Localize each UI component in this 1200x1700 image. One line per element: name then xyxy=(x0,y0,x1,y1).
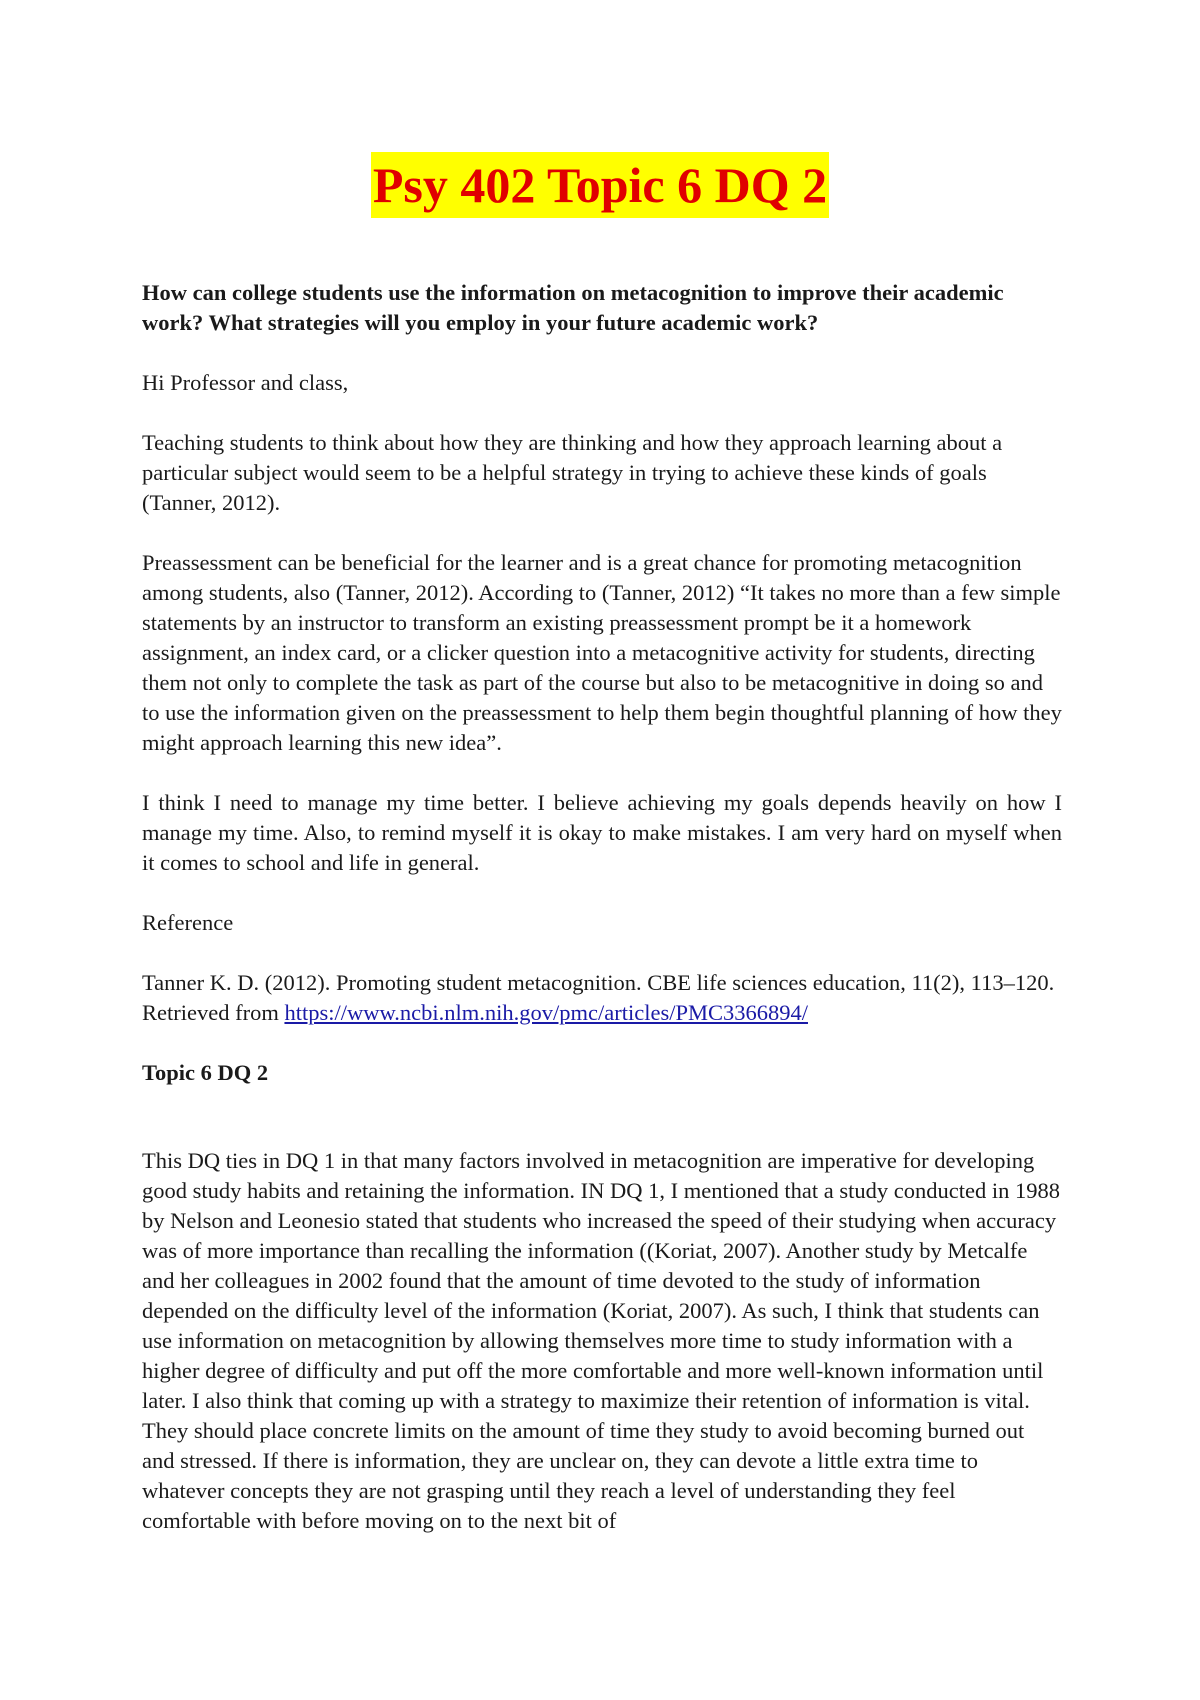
greeting: Hi Professor and class, xyxy=(142,370,349,395)
reference-text: Tanner K. D. (2012). Promoting student metacognition. CBE life sciences education, 11(2), 113–120. Retrieved from xyxy=(142,970,1055,1025)
reference-heading: Reference xyxy=(142,910,234,935)
discussion-question: How can college students use the information on metacognition to improve their academic work? What strategies will you employ in your future academic work? xyxy=(142,280,1004,335)
reference-entry xyxy=(142,968,1062,1028)
paragraph-4: This DQ ties in DQ 1 in that many factors involved in metacognition are imperative for developing good study habits and retaining the information. IN DQ 1, I mentioned that a study conducted in 1988 by Nelson and Leonesio stated that students who increased the speed of their studying when accuracy was of more importance than recalling the information ((Koriat, 2007). Another study by Metcalfe and her colleagues in 2002 found that the amount of time devoted to the study of information depended on the difficulty level of the information (Koriat, 2007). As such, I think that students can use information on metacognition by allowing themselves more time to study information with a higher degree of difficulty and put off the more comfortable and more well-known information until later. I also think that coming up with a strategy to maximize their retention of information is vital. They should place concrete limits on the amount of time they study to avoid becoming burned out and stressed. If there is information, they are unclear on, they can devote a little extra time to whatever concepts they are not grasping until they reach a level of understanding they feel comfortable with before moving on to the next bit of xyxy=(142,1148,1060,1533)
paragraph-1: Teaching students to think about how they are thinking and how they approach learning about a particular subject would seem to be a helpful strategy in trying to achieve these kinds of goals (Tanner, 2012). xyxy=(142,430,1003,515)
reference-link[interactable]: https://www.ncbi.nlm.nih.gov/pmc/articles/PMC3366894/ xyxy=(284,1000,808,1025)
paragraph-2: Preassessment can be beneficial for the learner and is a great chance for promoting metacognition among students, also (Tanner, 2012). According to (Tanner, 2012) “It takes no more than a few simple statements by an instructor to transform an existing preassessment prompt be it a homework assignment, an index card, or a clicker question into a metacognitive activity for students, directing them not only to complete the task as part of the course but also to be metacognitive in doing so and to use the information given on the preassessment to help them begin thoughtful planning of how they might approach learning this new idea”. xyxy=(142,550,1062,755)
title-container xyxy=(0,152,1200,218)
paragraph-3: I think I need to manage my time better. I believe achieving my goals depends heavily on how I manage my time. Also, to remind myself it is okay to make mistakes. I am very hard on myself when it comes to school and life in general. xyxy=(142,790,1062,875)
document-title: Psy 402 Topic 6 DQ 2 xyxy=(371,152,829,218)
section-heading: Topic 6 DQ 2 xyxy=(142,1060,269,1085)
document-body xyxy=(142,278,1062,1566)
